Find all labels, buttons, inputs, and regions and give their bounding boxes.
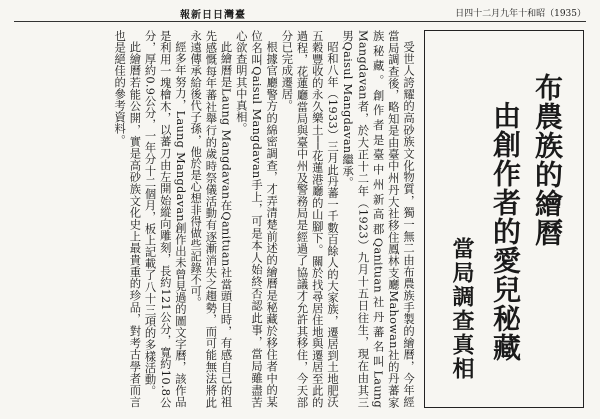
issue-date: 日四十二月九年十和昭（1935） [455,9,586,19]
headline-box [424,30,584,408]
article-paragraph: 經多年努力，Laung Mangdavan創作出未曾見過的圖文字曆，該作品是利用一塊檜木，以蕃刀由左開始縱向雕刻，長約121公分，寬約10.8公分，厚約0.9公分，一年分十二個月，板上記載了八十三項的多樣活動。 [143,30,187,408]
article-paragraph: 受世人誇耀的高砂族文化物質，獨一無二由布農族手製的繪曆，今年經當局調查後，略知是由臺中州丹大社移住鳳林支廳Mahowan社的丹蕃家族秘藏。創作者是臺中州新高郡Qanituan社丹蕃名叫Laung Mangdavan者，於大正十二年（1923）九月十五日往生，現在由其三男Qaisul Mangdavan繼承。 [341,30,415,408]
headline-line-2: 由創作者的愛兒秘藏 [489,101,522,362]
newspaper-masthead: 報新日日灣臺 [180,10,246,21]
article-paragraph: 昭和八年（1933）三月此丹蕃一千數百餘人的大家族，遷居到土地肥沃五穀豐收的永久樂土──花蓮港廳的山腳下。關於找尋居住地與遷居至此的過程，花蓮廳當局與臺中州及警務局是經過了協議才允許其移住，今天部分已完成遷居。 [280,30,339,408]
headline-line-1: 布農族的繪曆 [531,73,564,247]
headline-subtitle: 當局調查真相 [449,237,475,381]
article-body [112,30,416,408]
page-header [14,6,586,20]
header-rule [14,21,586,22]
article-paragraph: 此繪曆若能公開，實是高砂族文化史上最貴重的珍品，對考古學者而言也是絕佳的參考資料。 [113,30,142,408]
article-paragraph: 此繪曆是Laung Mangdavan在Qanituan社當頭目時，有感自己的祖先感慨每年蕃社舉行的歲時祭儀活動有逐漸消失之趨勢，而可能無法將此永遠傳承給後代子孫，他於是心想非得做些記錄不可。 [189,30,233,408]
article-paragraph: 根據官廳警方的綿密調查，才弄清楚前述的繪曆是秘藏於移住者中的某位名叫Qaisul Mangdavan手上，可是本人始終否認此事，當局雖盡苦心欲查明其中真相。 [234,30,279,408]
